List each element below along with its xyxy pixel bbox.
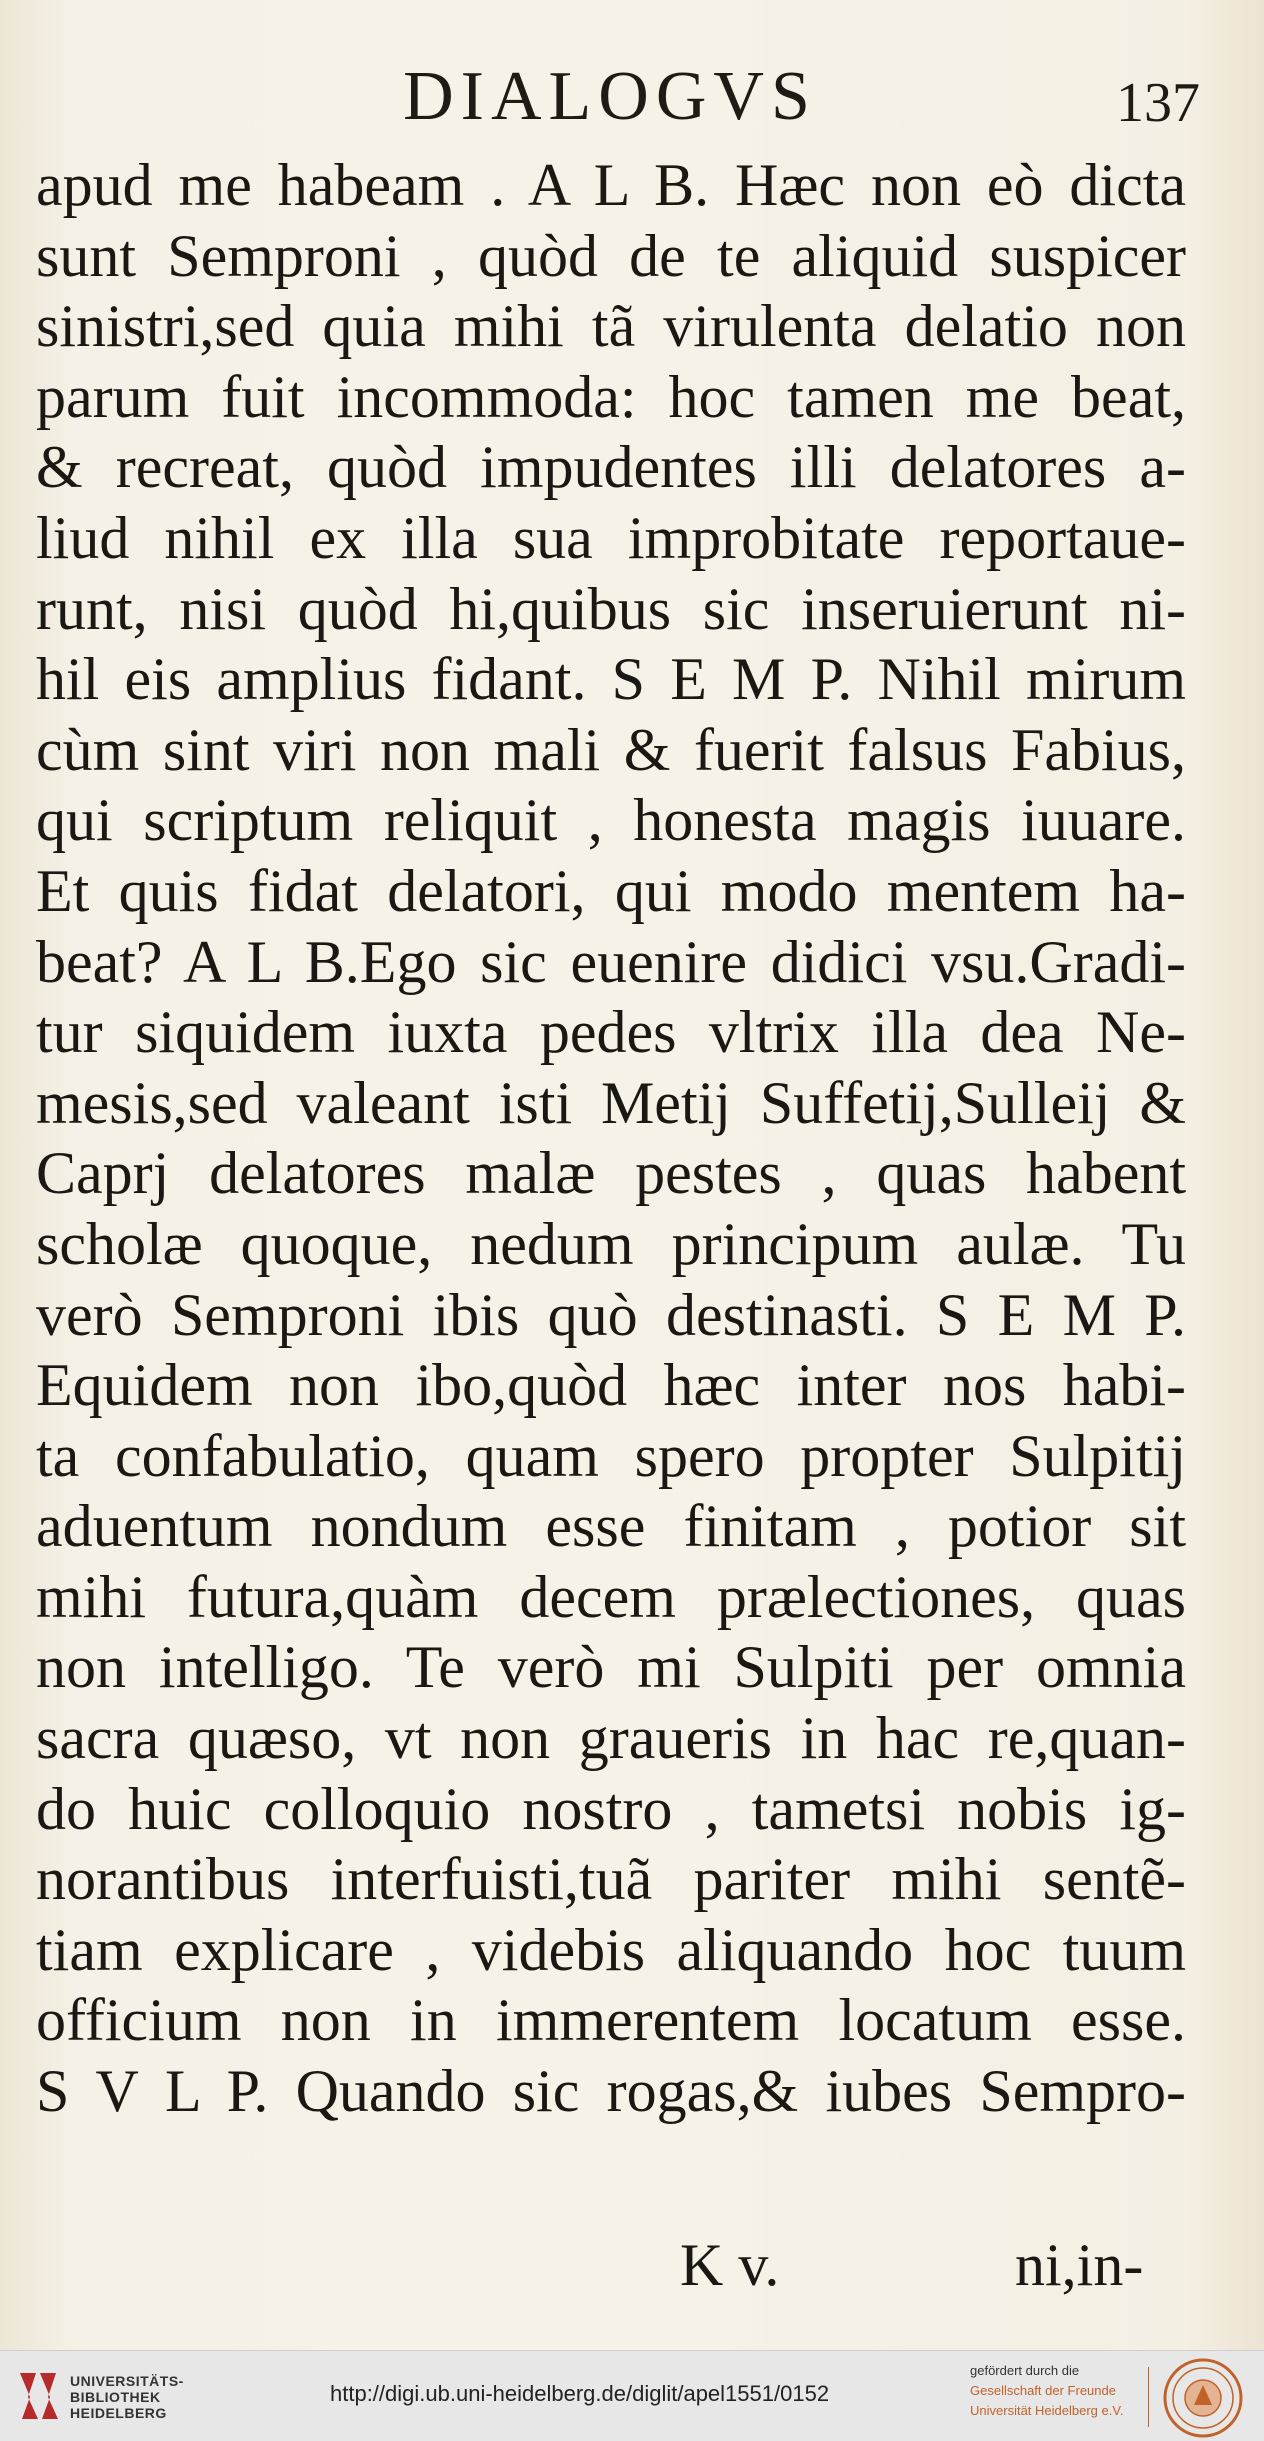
text-line: Et quis fidat delatori, qui modo mentem ha-	[36, 857, 1186, 924]
page-number: 137	[1116, 72, 1200, 134]
text-line: tiam explicare , videbis aliquando hoc tuum	[36, 1916, 1186, 1983]
text-line: non intelligo. Te verò mi Sulpiti per omnia	[36, 1634, 1186, 1701]
page-header	[0, 52, 1264, 142]
society-name-line2: Universität Heidelberg e.V.	[970, 2403, 1124, 2418]
catchword: ni,in-	[1015, 2232, 1144, 2298]
library-name-line: BIBLIOTHEK	[70, 2389, 161, 2405]
university-seal-icon	[1162, 2357, 1244, 2439]
text-line: mesis,sed valeant isti Metij Suffetij,Sulleij &	[36, 1069, 1186, 1136]
text-line: officium non in immerentem locatum esse.	[36, 1987, 1186, 2054]
text-line: apud me habeam . A L B. Hæc non eò dicta	[36, 152, 1186, 218]
text-line: qui scriptum reliquit , honesta magis iuuare.	[36, 787, 1186, 854]
text-line: Equidem non ibo,quòd hæc inter nos habi-	[36, 1352, 1186, 1419]
library-name-line: UNIVERSITÄTS-	[70, 2373, 184, 2389]
text-line: parum fuit incommoda: hoc tamen me beat,	[36, 363, 1186, 430]
text-line: ta confabulatio, quam spero propter Sulpitij	[36, 1422, 1186, 1489]
signature-line	[0, 2228, 1264, 2303]
footer-divider	[1148, 2367, 1149, 2427]
text-line: tur siquidem iuxta pedes vltrix illa dea Ne-	[36, 999, 1186, 1066]
text-line: aduentum nondum esse finitam , potior sit	[36, 1493, 1186, 1560]
text-line: scholæ quoque, nedum principum aulæ. Tu	[36, 1210, 1186, 1277]
text-line: sunt Semproni , quòd de te aliquid suspicer	[36, 222, 1186, 289]
permalink-url[interactable]: http://digi.ub.uni-heidelberg.de/diglit/apel1551/0152	[330, 2381, 830, 2406]
text-line: cùm sint viri non mali & fuerit falsus Fabius,	[36, 716, 1186, 783]
library-name	[70, 2373, 184, 2421]
text-body	[36, 150, 1186, 2127]
society-name-line1: Gesellschaft der Freunde	[970, 2383, 1116, 2398]
library-name-line: HEIDELBERG	[70, 2405, 167, 2421]
university-library-logo-icon	[16, 2367, 60, 2425]
text-line: Caprj delatores malæ pestes , quas habent	[36, 1140, 1186, 1207]
text-line: beat? A L B.Ego sic euenire didici vsu.Gradi-	[36, 928, 1186, 995]
text-line: sinistri,sed quia mihi tã virulenta delatio non	[36, 293, 1186, 360]
text-line: hil eis amplius fidant. S E M P. Nihil mirum	[36, 646, 1186, 713]
text-line: liud nihil ex illa sua improbitate reportaue-	[36, 504, 1186, 571]
text-line: mihi futura,quàm decem prælectiones, quas	[36, 1563, 1186, 1630]
funded-by-label: gefördert durch die	[970, 2363, 1080, 2378]
viewer-footer	[0, 2350, 1264, 2441]
text-line: do huic colloquio nostro , tametsi nobis ig-	[36, 1775, 1186, 1842]
signature-mark: K v.	[680, 2232, 780, 2298]
text-line: norantibus interfuisti,tuã pariter mihi sentẽ-	[36, 1846, 1186, 1913]
text-line: runt, nisi quòd hi,quibus sic inseruierunt ni-	[36, 575, 1186, 642]
funder-credit	[970, 2361, 1150, 2421]
text-line: & recreat, quòd impudentes illi delatores a-	[36, 434, 1186, 501]
text-line: sacra quæso, vt non graueris in hac re,quan-	[36, 1705, 1186, 1772]
text-line: S V L P. Quando sic rogas,& iubes Sempro-	[36, 2058, 1186, 2125]
text-line: verò Semproni ibis quò destinasti. S E M P.	[36, 1281, 1186, 1348]
running-head: DIALOGVS	[403, 58, 817, 135]
